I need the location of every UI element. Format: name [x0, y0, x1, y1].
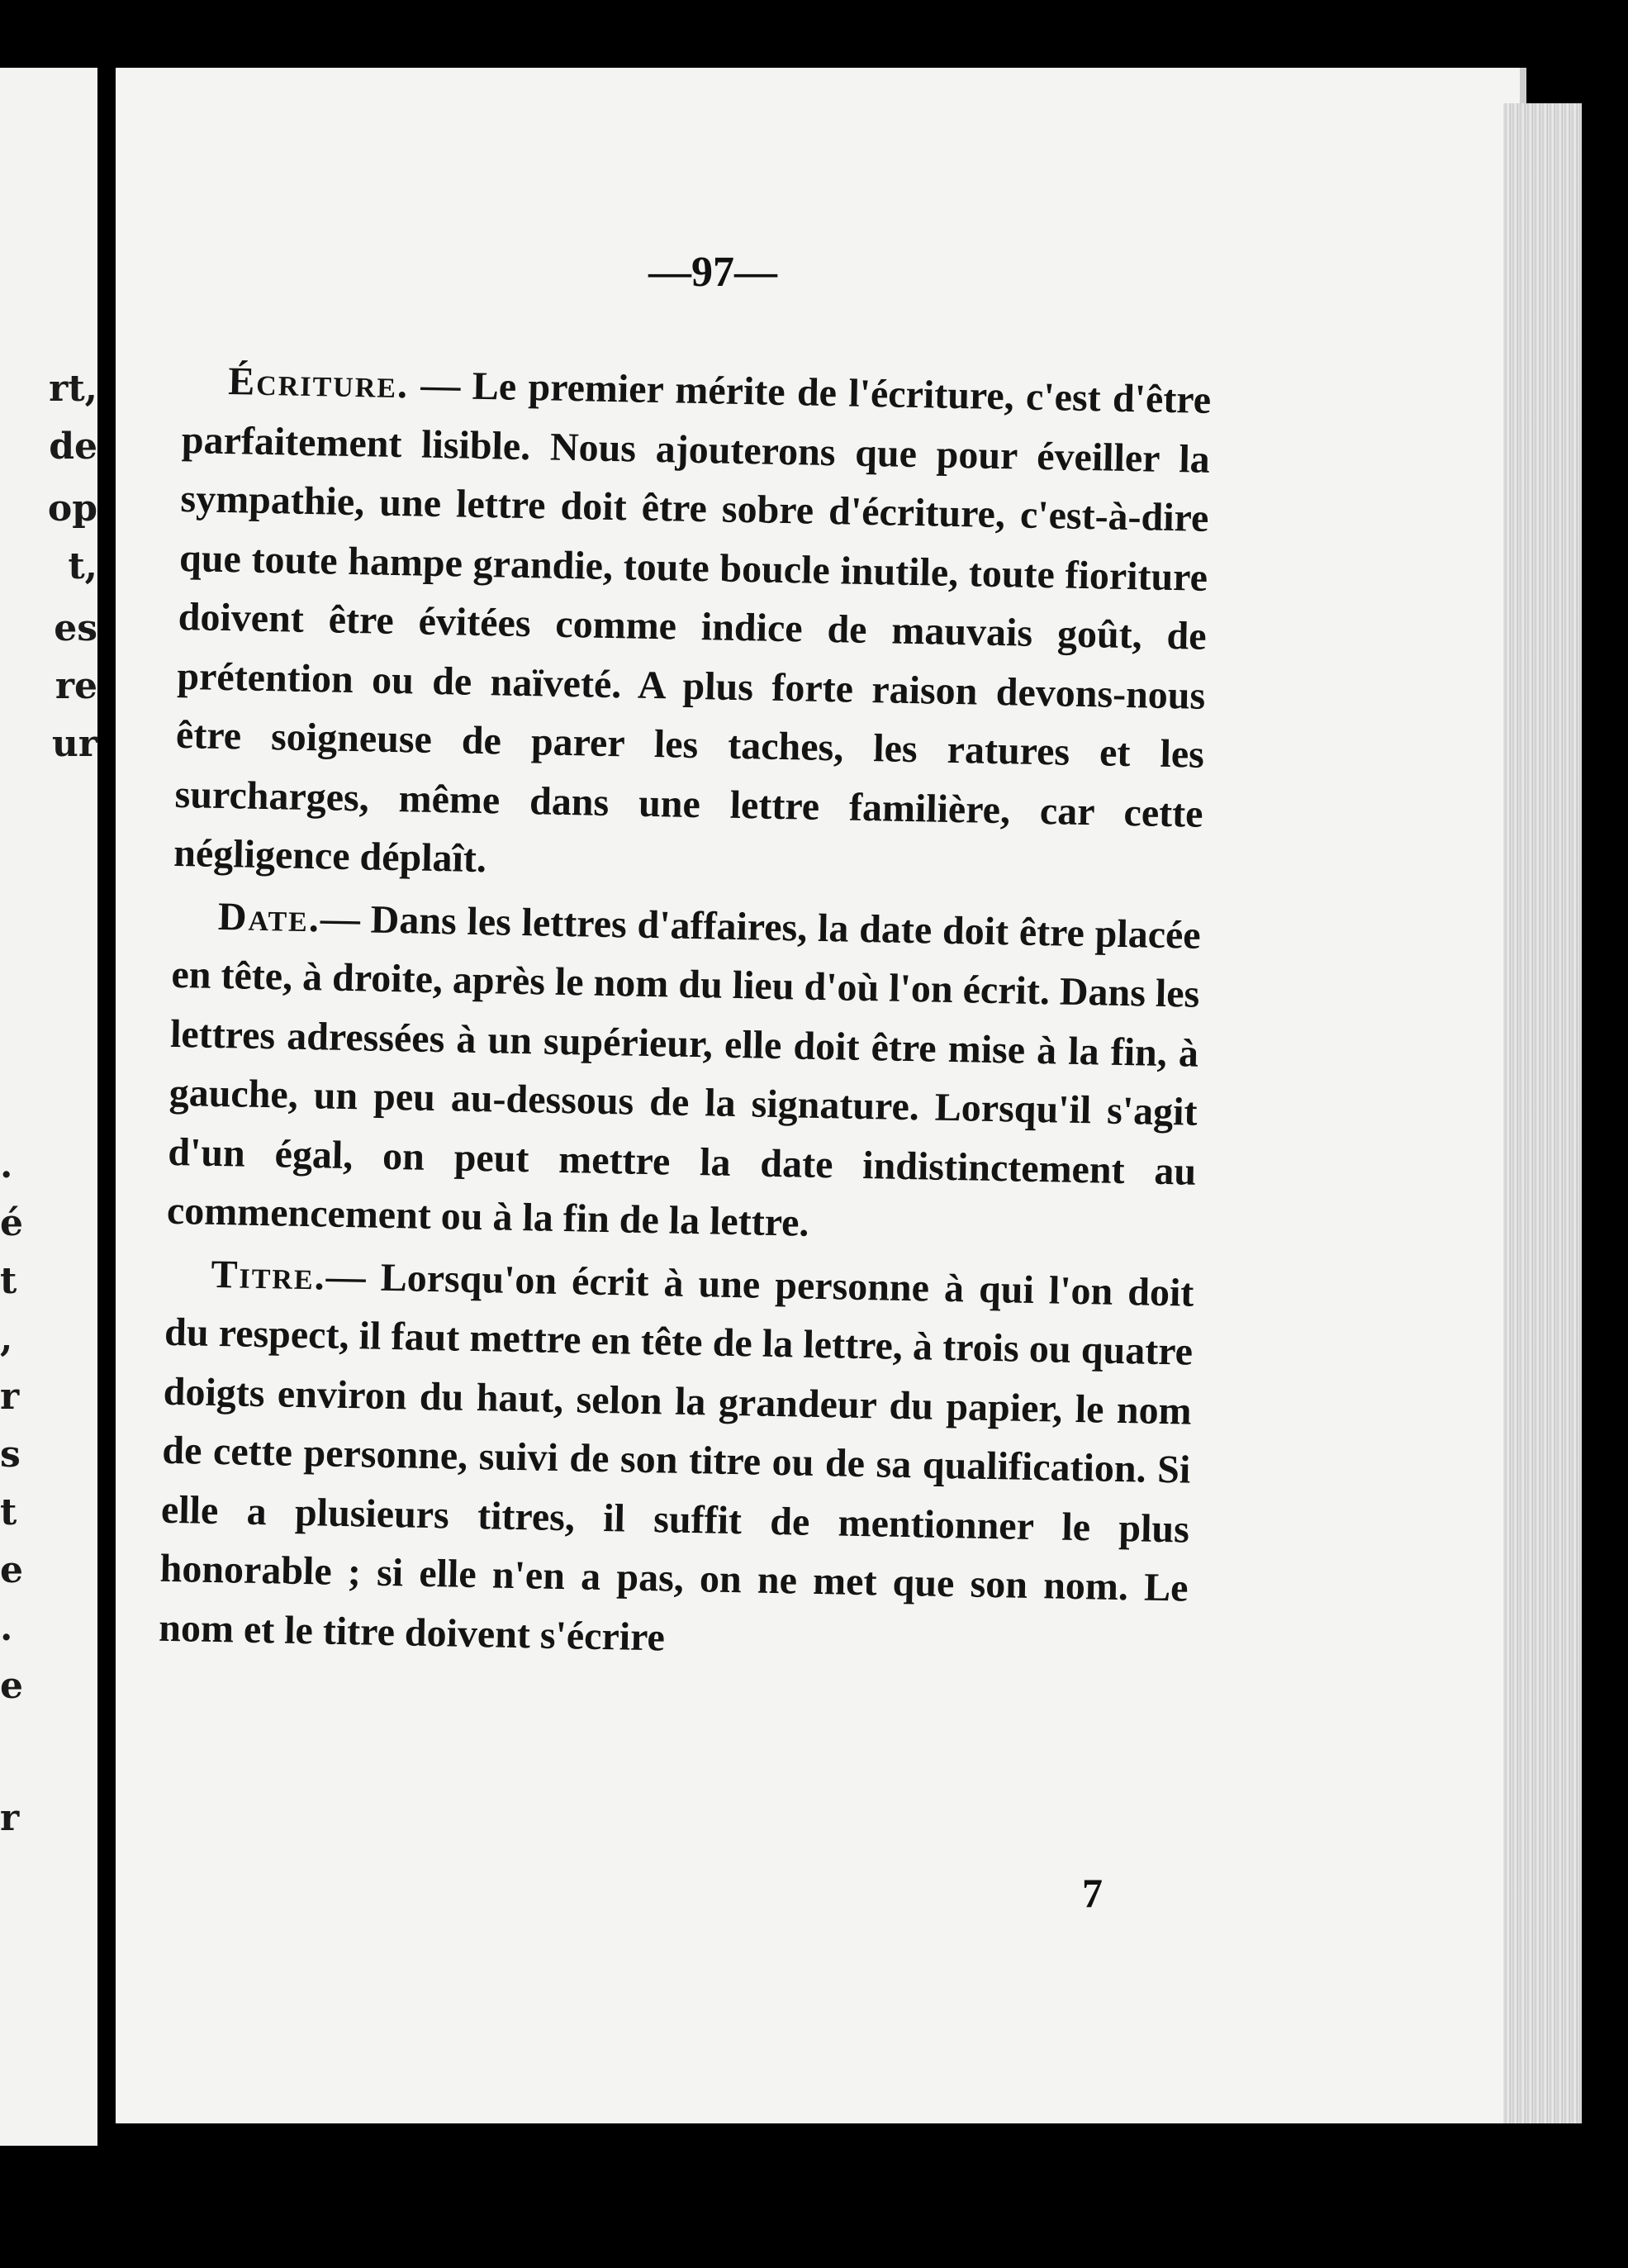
bottom-shadow	[116, 2123, 1586, 2148]
left-fragment: ur	[51, 723, 97, 765]
page-edge-stack	[1503, 103, 1582, 2123]
left-fragment: e	[0, 1665, 23, 1707]
left-fragment: t,	[68, 545, 97, 587]
left-fragment: r	[0, 1376, 20, 1418]
paragraph-body: — Lorsqu'on écrit à une personne à qui l'on doit du respect, il faut mettre en tête de la lettre, à trois ou quatre doigts environ du haut, selon la grandeur du papier, le nom de cette personne, suivi de son titre ou de sa qualification. Si elle a plusieurs titres, il suffit de mentionner le plus honorable ; si elle n'en a pas, on ne met que son nom. Le nom et le titre doivent s'écrire	[158, 1254, 1194, 1659]
paragraph-heading: Date.	[217, 894, 321, 940]
paragraph-body: — Le premier mérite de l'écriture, c'est d'être parfaitement lisible. Nous ajouterons que pour éveiller la sympathie, une lettre doit être sobre d'écriture, c'est-à-dire que toute hampe grandie, toute boucle inutile, toute fioriture doivent être évitées comme indice de mauvais goût, de prétention ou de naïveté. A plus forte raison devons-nous être soigneuse de parer les taches, les ratures et les surcharges, même dans une lettre familière, car cette négligence déplaît.	[173, 363, 1212, 882]
book-spine	[97, 58, 116, 2173]
paragraph-ecriture	[173, 351, 1212, 902]
left-fragment: es	[54, 607, 97, 649]
left-fragment: t	[0, 1491, 17, 1533]
left-fragment: t	[0, 1260, 17, 1302]
left-fragment: s	[0, 1434, 21, 1476]
left-fragment: .	[0, 1144, 13, 1186]
paragraph-titre	[159, 1243, 1194, 1676]
left-fragment: op	[47, 487, 97, 530]
paragraph-heading: Écriture.	[227, 359, 410, 407]
paragraph-date	[166, 886, 1201, 1260]
left-fragment: rt,	[49, 368, 97, 410]
paragraph-heading: Titre.	[211, 1252, 327, 1299]
left-fragment: .	[0, 1607, 13, 1649]
left-fragment: r	[0, 1797, 20, 1839]
left-fragment: re	[55, 665, 97, 707]
left-fragment: é	[0, 1202, 23, 1244]
left-fragment: ,	[0, 1318, 13, 1360]
signature-mark: 7	[1082, 1870, 1103, 1916]
left-fragment: e	[0, 1549, 23, 1591]
left-page-text-fragments	[0, 0, 97, 2268]
body-text	[159, 351, 1212, 1681]
left-fragment: de	[49, 426, 97, 468]
paragraph-body: — Dans les lettres d'affaires, la date doit être placée en tête, à droite, après le nom du lieu d'où l'on écrit. Dans les lettres adressées à un supérieur, elle doit être mise à la fin, à gauche, un peu au-dessous de la signature. Lorsqu'il s'agit d'un égal, on peut mettre la date indistinctement au commencement ou à la fin de la lettre.	[166, 896, 1202, 1245]
page-number: —97—	[648, 249, 777, 296]
